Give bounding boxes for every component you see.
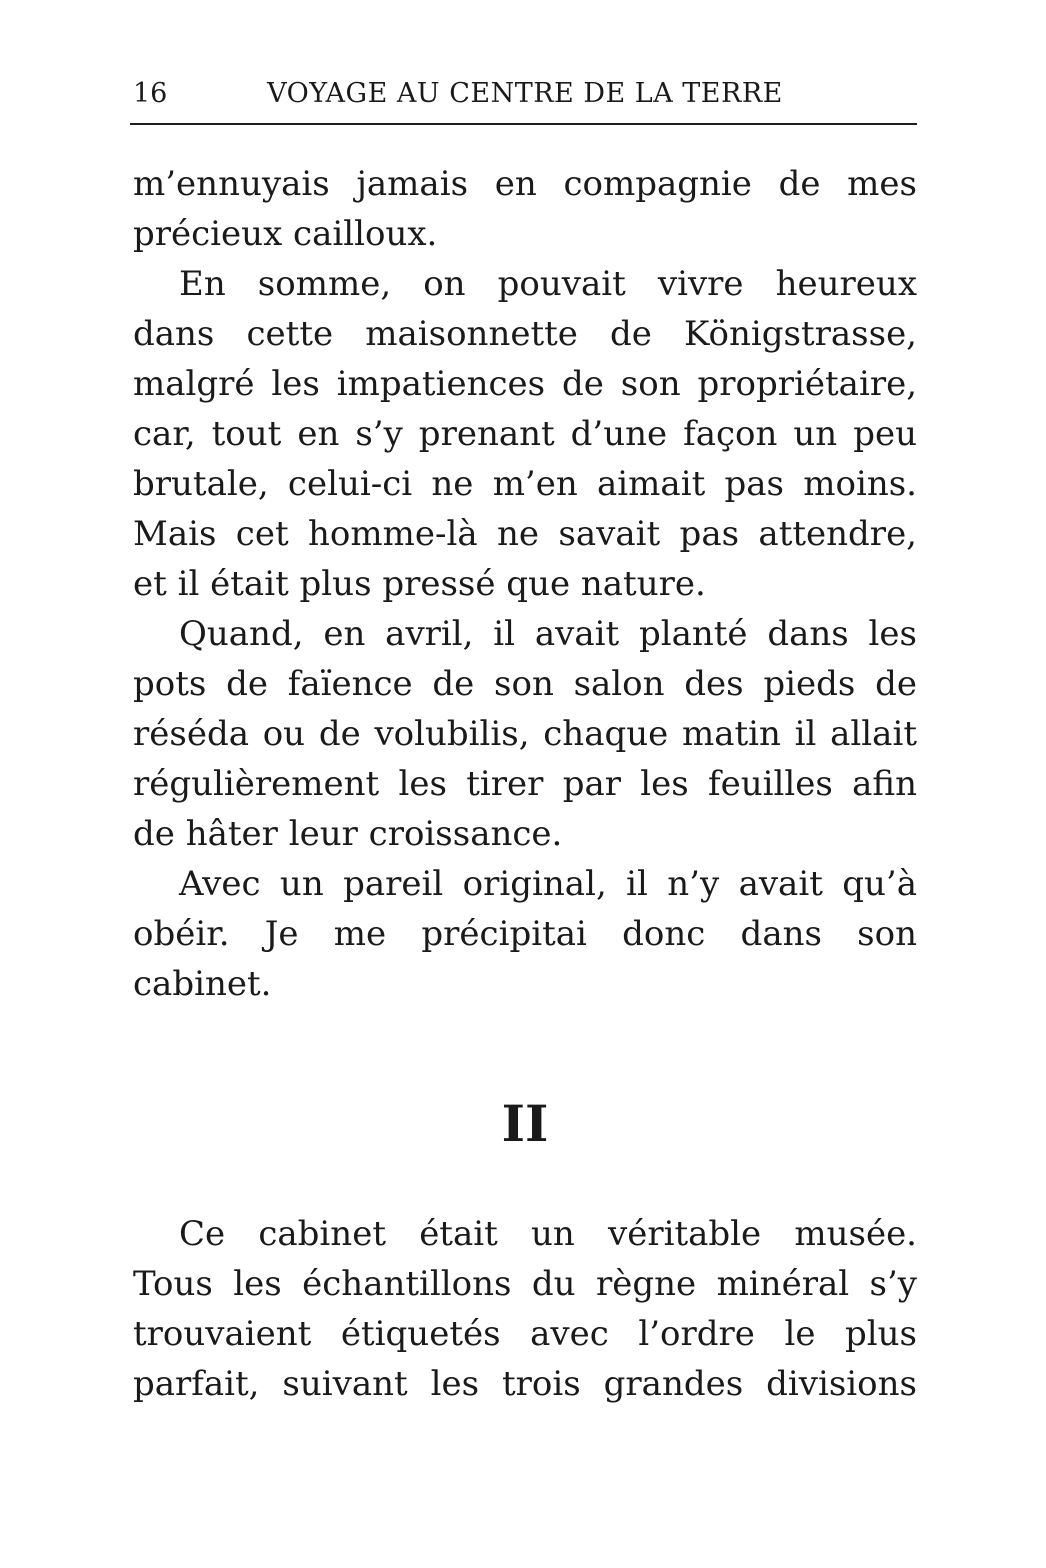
paragraph [133,859,917,1009]
text-line: Mais cet homme-là ne savait pas attendre, [133,514,917,554]
chapter-heading: II [501,1094,549,1153]
text-line: brutale, celui-ci ne m’en aimait pas moins. [133,464,917,504]
text-line: régulièrement les tirer par les feuilles afin [133,764,917,804]
text-line: pots de faïence de son salon des pieds de [133,664,917,704]
text-line: précieux cailloux. [133,214,438,254]
text-line: obéir. Je me précipitai donc dans son [133,914,917,954]
text-line: réséda ou de volubilis, chaque matin il allait [133,714,917,754]
paragraph [133,1209,917,1409]
header-rule [130,123,917,125]
text-line: Quand, en avril, il avait planté dans les [179,614,917,654]
paragraphs-after-heading [133,1209,917,1409]
page-header [133,78,917,110]
text-line: Avec un pareil original, il n’y avait qu’à [179,864,917,904]
text-line: trouvaient étiquetés avec l’ordre le plus [133,1314,917,1354]
paragraph [133,259,917,609]
text-line: m’ennuyais jamais en compagnie de mes [133,164,917,204]
running-title: VOYAGE AU CENTRE DE LA TERRE [267,78,783,109]
text-line: En somme, on pouvait vivre heureux [179,264,917,304]
text-line: malgré les impatiences de son propriétaire, [133,364,917,404]
paragraphs-before-heading [133,159,917,1009]
text-line: cabinet. [133,964,272,1004]
text-line: Tous les échantillons du règne minéral s’y [133,1264,917,1304]
text-line: de hâter leur croissance. [133,814,563,854]
text-line: Ce cabinet était un véritable musée. [179,1214,917,1254]
page-body-text [133,159,917,1409]
text-line: dans cette maisonnette de Königstrasse, [133,314,917,354]
text-line: car, tout en s’y prenant d’une façon un peu [133,414,917,454]
paragraph [133,609,917,859]
text-line: et il était plus pressé que nature. [133,564,706,604]
text-line: parfait, suivant les trois grandes divisions [133,1364,917,1404]
paragraph [133,159,917,259]
page-number: 16 [133,78,168,109]
